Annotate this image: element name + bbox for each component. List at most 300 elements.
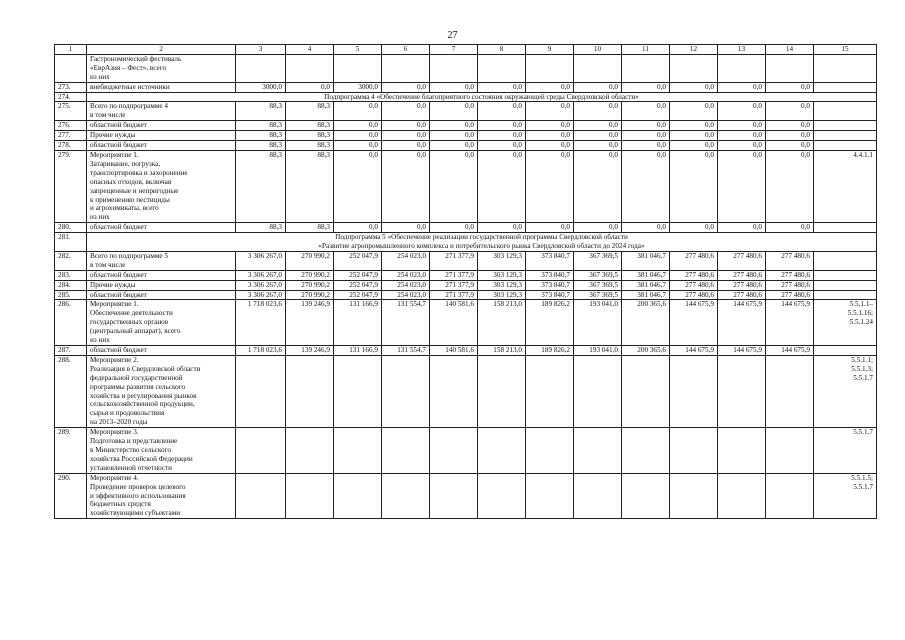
row-name-line: сельскохозяйственной продукции,	[90, 400, 195, 409]
value-cell	[478, 428, 526, 474]
row-name	[87, 131, 236, 141]
row-name	[87, 473, 236, 519]
value-cell: 277 480,6	[718, 280, 766, 290]
budget-table	[54, 44, 877, 519]
target-code	[814, 223, 877, 233]
value-cell	[430, 428, 478, 474]
row-name-line: Проведение проверок целевого	[90, 482, 186, 491]
row-name-line: областной бюджет	[90, 121, 147, 130]
table-row	[55, 150, 877, 222]
row-number: 289.	[55, 428, 87, 474]
value-cell: 373 840,7	[526, 280, 574, 290]
value-cell: 0,0	[430, 102, 478, 121]
row-name-line: Всего по подпрограмме 4	[90, 102, 168, 111]
target-code	[814, 82, 877, 92]
row-name-line: областной бюджет	[90, 270, 147, 279]
row-number: 275.	[55, 102, 87, 121]
value-cell: 381 046,7	[622, 270, 670, 280]
value-cell: 0,0	[430, 141, 478, 151]
value-cell: 0,0	[334, 131, 382, 141]
value-cell: 270 990,2	[286, 270, 334, 280]
value-cell: 88,3	[236, 102, 286, 121]
row-name-line: в том числе	[90, 260, 126, 269]
value-cell: 0,0	[718, 102, 766, 121]
value-cell: 144 675,9	[718, 300, 766, 346]
value-cell	[478, 54, 526, 82]
row-name	[87, 141, 236, 151]
value-cell: 0,0	[622, 223, 670, 233]
value-cell: 0,0	[574, 141, 622, 151]
row-name	[87, 150, 236, 222]
value-cell: 367 369,5	[574, 290, 622, 300]
value-cell: 0,0	[526, 121, 574, 131]
value-cell: 88,3	[236, 150, 286, 222]
value-cell: 144 675,9	[718, 346, 766, 356]
value-cell: 3000,0	[236, 82, 286, 92]
value-cell: 0,0	[334, 150, 382, 222]
value-cell: 277 480,6	[718, 270, 766, 280]
table-row	[55, 223, 877, 233]
value-cell	[236, 54, 286, 82]
row-name-line: из них	[90, 336, 110, 345]
row-number: 283.	[55, 270, 87, 280]
row-name-line: Подготовка и представление	[90, 437, 178, 446]
value-cell: 0,0	[382, 121, 430, 131]
row-name	[87, 290, 236, 300]
value-cell: 0,0	[430, 121, 478, 131]
value-cell: 303 129,3	[478, 270, 526, 280]
target-code	[814, 141, 877, 151]
target-code	[814, 473, 877, 519]
target-code	[814, 54, 877, 82]
value-cell	[526, 355, 574, 427]
value-cell	[622, 54, 670, 82]
value-cell: 88,3	[286, 131, 334, 141]
value-cell: 0,0	[670, 131, 718, 141]
value-cell: 144 675,9	[766, 300, 814, 346]
value-cell: 0,0	[622, 121, 670, 131]
row-name-line: сырья и продовольствия	[90, 409, 165, 418]
row-number: 285.	[55, 290, 87, 300]
row-name-line: бюджетных средств	[90, 500, 151, 509]
value-cell: 131 554,7	[382, 346, 430, 356]
target-code	[814, 280, 877, 290]
value-cell	[670, 355, 718, 427]
value-cell: 373 840,7	[526, 290, 574, 300]
column-header: 5	[334, 45, 382, 55]
value-cell	[574, 54, 622, 82]
target-code-line: 5.5.1.1–	[849, 300, 873, 309]
value-cell	[718, 355, 766, 427]
target-code	[814, 300, 877, 346]
value-cell: 303 129,3	[478, 280, 526, 290]
row-name-line: в том числе	[90, 111, 126, 120]
row-name-line: запрещенные и непригодные	[90, 186, 179, 195]
value-cell	[526, 473, 574, 519]
row-name	[87, 102, 236, 121]
value-cell: 0,0	[670, 121, 718, 131]
column-header: 14	[766, 45, 814, 55]
value-cell: 0,0	[766, 82, 814, 92]
row-name-line: хозяйствующими субъектами	[90, 509, 181, 518]
value-cell: 0,0	[382, 131, 430, 141]
value-cell: 88,3	[286, 121, 334, 131]
value-cell: 0,0	[574, 102, 622, 121]
target-code-line: 5.5.1.7	[853, 373, 873, 382]
column-header: 4	[286, 45, 334, 55]
row-name	[87, 300, 236, 346]
target-code-line: 5.5.1.7	[853, 428, 873, 437]
row-number: 273.	[55, 82, 87, 92]
target-code-line: 5.5.1.24	[849, 318, 873, 327]
value-cell: 0,0	[622, 131, 670, 141]
value-cell: 277 480,6	[766, 290, 814, 300]
row-name-line: опасных отходов, включая	[90, 177, 172, 186]
target-code	[814, 150, 877, 222]
value-cell: 0,0	[334, 223, 382, 233]
value-cell	[622, 355, 670, 427]
value-cell	[430, 355, 478, 427]
value-cell: 0,0	[766, 150, 814, 222]
value-cell: 0,0	[478, 223, 526, 233]
value-cell: 0,0	[526, 223, 574, 233]
value-cell: 254 023,0	[382, 270, 430, 280]
value-cell	[236, 473, 286, 519]
value-cell	[574, 473, 622, 519]
target-code	[814, 346, 877, 356]
value-cell: 189 826,2	[526, 346, 574, 356]
column-header: 7	[430, 45, 478, 55]
value-cell: 0,0	[718, 82, 766, 92]
target-code	[814, 270, 877, 280]
value-cell	[718, 428, 766, 474]
value-cell: 381 046,7	[622, 280, 670, 290]
value-cell: 0,0	[766, 223, 814, 233]
value-cell: 144 675,9	[670, 300, 718, 346]
value-cell: 1 718 023,6	[236, 300, 286, 346]
row-name-line: Гастрономический фестиваль	[90, 54, 182, 63]
table-body	[55, 45, 877, 519]
value-cell: 193 041,0	[574, 300, 622, 346]
row-name-line: Мероприятие 1.	[90, 300, 139, 309]
target-code	[814, 290, 877, 300]
value-cell: 200 365,6	[622, 346, 670, 356]
row-name	[87, 280, 236, 290]
target-code-line: 5.5.1.16;	[847, 309, 873, 318]
value-cell: 189 826,2	[526, 300, 574, 346]
value-cell: 88,3	[236, 131, 286, 141]
row-number: 282.	[55, 251, 87, 270]
value-cell	[670, 473, 718, 519]
value-cell: 140 581,6	[430, 300, 478, 346]
value-cell: 0,0	[430, 223, 478, 233]
row-name-line: «ЕврАзия – Фест», всего	[90, 63, 167, 72]
row-name-line: областной бюджет	[90, 141, 147, 150]
value-cell: 158 213,0	[478, 346, 526, 356]
value-cell: 0,0	[622, 82, 670, 92]
row-name-line: Прочие нужды	[90, 131, 136, 140]
column-header: 9	[526, 45, 574, 55]
value-cell: 277 480,6	[670, 270, 718, 280]
table-row	[55, 346, 877, 356]
value-cell: 303 129,3	[478, 290, 526, 300]
row-name-line: к применению пестициды	[90, 195, 170, 204]
value-cell	[334, 355, 382, 427]
subprogram-title	[87, 92, 877, 102]
value-cell	[334, 473, 382, 519]
value-cell: 0,0	[766, 121, 814, 131]
value-cell: 270 990,2	[286, 280, 334, 290]
row-name-line: и агрохимикаты, всего	[90, 204, 159, 213]
value-cell: 277 480,6	[718, 251, 766, 270]
value-cell: 367 369,5	[574, 270, 622, 280]
row-number: 274.	[55, 92, 87, 102]
subprogram-title-line: Подпрограмма 5 «Обеспечение реализации государственной программы Свердловской области	[335, 233, 628, 242]
value-cell: 0,0	[382, 223, 430, 233]
row-name-line: хозяйства Российской Федерации	[90, 454, 193, 463]
value-cell	[334, 428, 382, 474]
row-name	[87, 54, 236, 82]
value-cell: 254 023,0	[382, 280, 430, 290]
row-name-line: в Министерство сельского	[90, 445, 171, 454]
table-row	[55, 251, 877, 270]
row-name-line: областной бюджет	[90, 223, 147, 232]
value-cell: 367 369,5	[574, 251, 622, 270]
target-code-line: 4.4.1.1	[853, 150, 873, 159]
row-number: 278.	[55, 141, 87, 151]
value-cell: 0,0	[478, 102, 526, 121]
row-number: 277.	[55, 131, 87, 141]
row-name-line: Всего по подпрограмме 5	[90, 251, 168, 260]
row-name-line: государственных органов	[90, 318, 169, 327]
row-number: 281.	[55, 233, 87, 252]
row-number: 287.	[55, 346, 87, 356]
target-code	[814, 121, 877, 131]
value-cell: 0,0	[574, 131, 622, 141]
row-number: 280.	[55, 223, 87, 233]
table-row	[55, 473, 877, 519]
target-code	[814, 428, 877, 474]
value-cell: 88,3	[236, 223, 286, 233]
table-row	[55, 121, 877, 131]
value-cell: 0,0	[382, 150, 430, 222]
row-name-line: Реализация в Свердловской области	[90, 364, 201, 373]
value-cell: 0,0	[478, 131, 526, 141]
value-cell: 0,0	[382, 102, 430, 121]
row-name	[87, 82, 236, 92]
row-name-line: Затаривание, погрузка,	[90, 159, 161, 168]
value-cell: 0,0	[478, 141, 526, 151]
value-cell: 3 306 267,0	[236, 280, 286, 290]
row-name-line: из них	[90, 213, 110, 222]
value-cell: 0,0	[622, 102, 670, 121]
value-cell: 0,0	[670, 223, 718, 233]
value-cell	[334, 54, 382, 82]
value-cell	[526, 428, 574, 474]
column-header: 8	[478, 45, 526, 55]
row-name-line: на 2013–2020 годы	[90, 418, 148, 427]
value-cell: 0,0	[622, 150, 670, 222]
value-cell: 88,3	[236, 141, 286, 151]
value-cell: 0,0	[526, 150, 574, 222]
row-name-line: хозяйства и регулирования рынков	[90, 391, 197, 400]
value-cell: 0,0	[526, 102, 574, 121]
row-number: 276.	[55, 121, 87, 131]
value-cell: 0,0	[526, 131, 574, 141]
value-cell: 0,0	[526, 141, 574, 151]
value-cell: 0,0	[478, 82, 526, 92]
value-cell: 0,0	[334, 102, 382, 121]
value-cell: 303 129,3	[478, 251, 526, 270]
value-cell: 0,0	[574, 223, 622, 233]
value-cell: 0,0	[382, 82, 430, 92]
value-cell	[574, 428, 622, 474]
value-cell	[430, 54, 478, 82]
value-cell	[622, 428, 670, 474]
value-cell: 0,0	[478, 121, 526, 131]
row-name	[87, 270, 236, 280]
value-cell	[286, 355, 334, 427]
value-cell: 277 480,6	[670, 251, 718, 270]
row-name-line: (центральный аппарат), всего	[90, 327, 181, 336]
table-row	[55, 290, 877, 300]
value-cell	[670, 428, 718, 474]
value-cell: 277 480,6	[670, 290, 718, 300]
value-cell: 200 365,6	[622, 300, 670, 346]
value-cell: 0,0	[718, 223, 766, 233]
value-cell: 0,0	[718, 150, 766, 222]
value-cell: 373 840,7	[526, 270, 574, 280]
row-name	[87, 355, 236, 427]
value-cell: 0,0	[766, 131, 814, 141]
table-row	[55, 82, 877, 92]
row-name-line: областной бюджет	[90, 346, 147, 354]
value-cell: 271 377,9	[430, 251, 478, 270]
value-cell: 252 047,9	[334, 251, 382, 270]
value-cell: 158 213,0	[478, 300, 526, 346]
value-cell: 0,0	[574, 82, 622, 92]
value-cell: 0,0	[430, 82, 478, 92]
subprogram-title-line: Подпрограмма 4 «Обеспечение благоприятного состояния окружающей среды Свердловской области»	[324, 92, 639, 101]
value-cell: 277 480,6	[718, 290, 766, 300]
table-row	[55, 54, 877, 82]
subprogram-title-line: «Развитие агропромышленного комплекса и потребительского рынка Свердловской области до 2024 года»	[318, 242, 645, 251]
table-row	[55, 270, 877, 280]
value-cell	[478, 473, 526, 519]
value-cell	[622, 473, 670, 519]
value-cell: 131 554,7	[382, 300, 430, 346]
value-cell	[574, 355, 622, 427]
value-cell	[766, 54, 814, 82]
value-cell: 0,0	[334, 141, 382, 151]
column-header: 3	[236, 45, 286, 55]
target-code-line: 5.5.1.1;	[851, 355, 873, 364]
column-header: 6	[382, 45, 430, 55]
row-name-line: Прочие нужды	[90, 280, 136, 289]
value-cell: 373 840,7	[526, 251, 574, 270]
value-cell	[526, 54, 574, 82]
column-header: 15	[814, 45, 877, 55]
value-cell	[766, 355, 814, 427]
value-cell	[478, 355, 526, 427]
value-cell	[382, 355, 430, 427]
value-cell: 270 990,2	[286, 251, 334, 270]
target-code-line: 5.5.1.7	[853, 482, 873, 491]
row-name	[87, 121, 236, 131]
value-cell: 0,0	[430, 131, 478, 141]
value-cell: 277 480,6	[766, 270, 814, 280]
value-cell	[430, 473, 478, 519]
table-row	[55, 141, 877, 151]
value-cell: 0,0	[670, 82, 718, 92]
column-header: 11	[622, 45, 670, 55]
page-number: 27	[447, 30, 458, 41]
row-number: 279.	[55, 150, 87, 222]
row-name-line: Мероприятие 1.	[90, 150, 139, 159]
value-cell: 0,0	[718, 141, 766, 151]
value-cell: 254 023,0	[382, 290, 430, 300]
target-code	[814, 131, 877, 141]
value-cell: 254 023,0	[382, 251, 430, 270]
value-cell: 144 675,9	[766, 346, 814, 356]
table-row	[55, 355, 877, 427]
target-code	[814, 251, 877, 270]
value-cell: 0,0	[718, 131, 766, 141]
value-cell: 252 047,9	[334, 290, 382, 300]
value-cell	[382, 54, 430, 82]
value-cell	[286, 54, 334, 82]
value-cell: 271 377,9	[430, 270, 478, 280]
row-name-line: федеральной государственной	[90, 373, 183, 382]
target-code	[814, 355, 877, 427]
value-cell: 3 306 267,0	[236, 251, 286, 270]
row-name	[87, 223, 236, 233]
value-cell: 271 377,9	[430, 280, 478, 290]
row-number: 286.	[55, 300, 87, 346]
value-cell: 131 166,9	[334, 300, 382, 346]
row-name-line: областной бюджет	[90, 290, 147, 299]
section-row	[55, 92, 877, 102]
value-cell: 0,0	[382, 141, 430, 151]
value-cell: 277 480,6	[670, 280, 718, 290]
value-cell: 3 306 267,0	[236, 270, 286, 280]
value-cell	[286, 473, 334, 519]
value-cell: 88,3	[286, 141, 334, 151]
value-cell: 0,0	[526, 82, 574, 92]
value-cell: 0,0	[670, 141, 718, 151]
value-cell	[766, 428, 814, 474]
row-number: 288.	[55, 355, 87, 427]
value-cell	[382, 428, 430, 474]
row-name	[87, 428, 236, 474]
value-cell: 0,0	[766, 102, 814, 121]
value-cell: 0,0	[718, 121, 766, 131]
column-header: 12	[670, 45, 718, 55]
row-number: 284.	[55, 280, 87, 290]
row-name	[87, 346, 236, 356]
row-name-line: Мероприятие 3.	[90, 428, 139, 437]
row-name-line: Мероприятие 4.	[90, 473, 139, 482]
value-cell: 0,0	[766, 141, 814, 151]
row-name-line: Мероприятие 2.	[90, 355, 139, 364]
value-cell: 252 047,9	[334, 270, 382, 280]
value-cell: 88,3	[286, 102, 334, 121]
row-name	[87, 251, 236, 270]
value-cell: 3 306 267,0	[236, 290, 286, 300]
value-cell: 193 041,0	[574, 346, 622, 356]
value-cell: 277 480,6	[766, 251, 814, 270]
value-cell	[766, 473, 814, 519]
